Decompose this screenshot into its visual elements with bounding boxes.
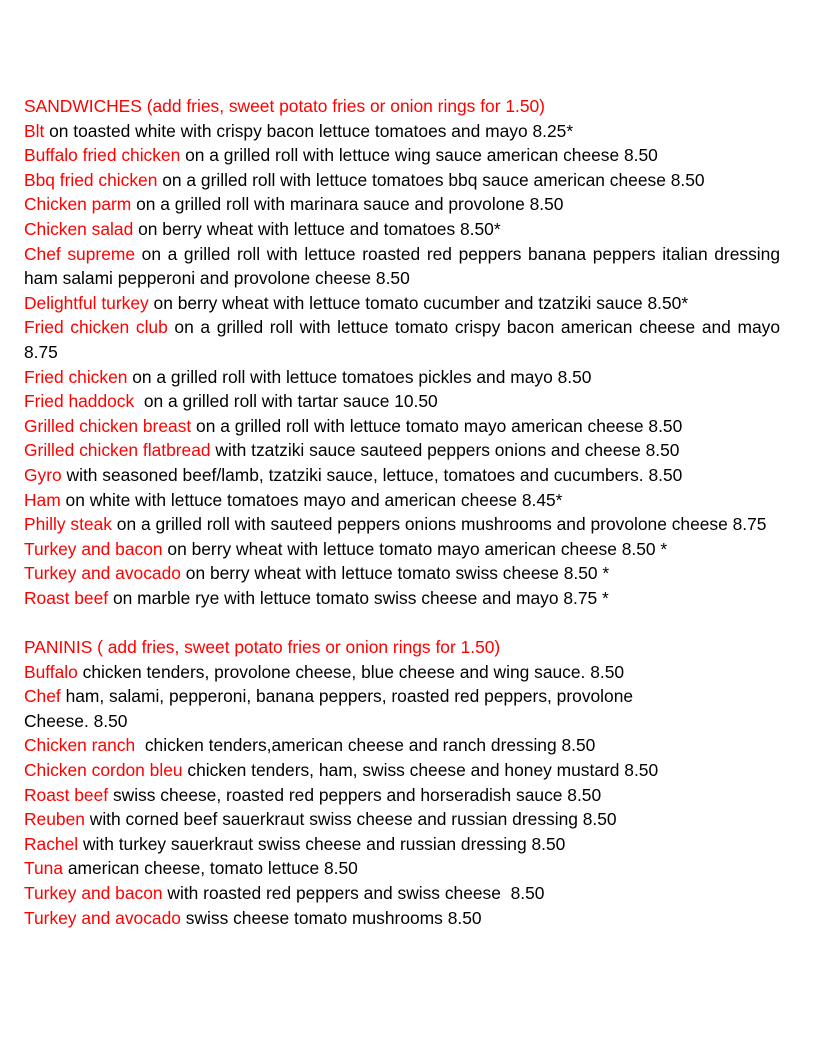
item-description-continued: Cheese. 8.50 bbox=[24, 710, 128, 731]
menu-item bbox=[24, 832, 780, 857]
item-description: on a grilled roll with tartar sauce 10.50 bbox=[134, 391, 438, 412]
item-description: on a grilled roll with lettuce tomatoes bbq sauce american cheese 8.50 bbox=[157, 169, 705, 190]
item-description: on a grilled roll with lettuce wing sauce american cheese 8.50 bbox=[180, 145, 658, 166]
menu-item bbox=[24, 660, 780, 685]
section-spacer bbox=[24, 610, 780, 635]
item-description: swiss cheese tomato mushrooms 8.50 bbox=[180, 907, 482, 928]
item-name: Turkey and bacon bbox=[24, 538, 163, 559]
menu-item bbox=[24, 192, 780, 217]
menu-item bbox=[24, 242, 780, 291]
menu-item bbox=[24, 463, 780, 488]
menu-page bbox=[24, 94, 780, 930]
item-description: on berry wheat with lettuce and tomatoes 8.50* bbox=[133, 218, 501, 239]
section-heading-paninis: PANINIS ( add fries, sweet potato fries or onion rings for 1.50) bbox=[24, 637, 501, 658]
item-description: with seasoned beef/lamb, tzatziki sauce, lettuce, tomatoes and cucumbers. 8.50 bbox=[61, 464, 683, 485]
item-description: on a grilled roll with lettuce tomato mayo american cheese 8.50 bbox=[191, 415, 683, 436]
item-description: with turkey sauerkraut swiss cheese and russian dressing 8.50 bbox=[78, 833, 566, 854]
item-name: Gyro bbox=[24, 464, 62, 485]
item-description: with corned beef sauerkraut swiss cheese and russian dressing 8.50 bbox=[84, 809, 617, 830]
item-description: on berry wheat with lettuce tomato mayo american cheese 8.50 * bbox=[162, 538, 668, 559]
menu-item bbox=[24, 684, 780, 733]
menu-item bbox=[24, 389, 780, 414]
item-description: swiss cheese, roasted red peppers and horseradish sauce 8.50 bbox=[108, 784, 602, 805]
item-name: Fried chicken club bbox=[24, 317, 168, 338]
menu-item bbox=[24, 365, 780, 390]
item-description: chicken tenders, provolone cheese, blue cheese and wing sauce. 8.50 bbox=[77, 661, 625, 682]
item-name: Chicken cordon bleu bbox=[24, 760, 183, 781]
menu-item bbox=[24, 881, 780, 906]
item-name: Fried haddock bbox=[24, 391, 135, 412]
item-name: Tuna bbox=[24, 858, 63, 879]
item-name: Chicken salad bbox=[24, 218, 134, 239]
menu-item bbox=[24, 856, 780, 881]
menu-item bbox=[24, 537, 780, 562]
item-description: chicken tenders, ham, swiss cheese and honey mustard 8.50 bbox=[182, 760, 659, 781]
item-description: on marble rye with lettuce tomato swiss cheese and mayo 8.75 * bbox=[108, 587, 609, 608]
item-name: Turkey and bacon bbox=[24, 883, 163, 903]
paninis-list bbox=[24, 660, 780, 931]
item-name: Philly steak bbox=[24, 514, 112, 535]
item-description: on a grilled roll with marinara sauce and provolone 8.50 bbox=[131, 194, 564, 215]
item-name: Turkey and avocado bbox=[24, 907, 181, 928]
item-name: Roast beef bbox=[24, 784, 109, 805]
item-name: Blt bbox=[24, 120, 45, 141]
menu-item bbox=[24, 758, 780, 783]
menu-item bbox=[24, 291, 780, 316]
menu-item bbox=[24, 438, 780, 463]
item-name: Buffalo fried chicken bbox=[24, 145, 181, 166]
item-description: with roasted red peppers and swiss cheese 8.50 bbox=[162, 883, 545, 903]
item-description: american cheese, tomato lettuce 8.50 bbox=[63, 858, 358, 879]
menu-item bbox=[24, 561, 780, 586]
menu-item bbox=[24, 512, 780, 537]
item-name: Grilled chicken flatbread bbox=[24, 440, 211, 461]
item-name: Turkey and avocado bbox=[24, 563, 181, 584]
item-name: Fried chicken bbox=[24, 366, 128, 387]
menu-item bbox=[24, 315, 780, 364]
item-description: on a grilled roll with lettuce tomato crispy bacon american cheese and mayo 8.75 bbox=[24, 317, 780, 362]
item-description: on toasted white with crispy bacon lettuce tomatoes and mayo 8.25* bbox=[44, 120, 574, 141]
item-name: Grilled chicken breast bbox=[24, 415, 192, 436]
item-name: Rachel bbox=[24, 833, 79, 854]
item-name: Chef supreme bbox=[24, 243, 136, 264]
item-description: on berry wheat with lettuce tomato cucumber and tzatziki sauce 8.50* bbox=[148, 292, 689, 313]
menu-item bbox=[24, 143, 780, 168]
item-name: Bbq fried chicken bbox=[24, 169, 158, 190]
item-description: chicken tenders,american cheese and ranch dressing 8.50 bbox=[135, 735, 596, 756]
menu-item bbox=[24, 488, 780, 513]
item-description: on white with lettuce tomatoes mayo and american cheese 8.45* bbox=[60, 489, 563, 510]
sandwiches-list bbox=[24, 119, 780, 611]
item-name: Ham bbox=[24, 489, 61, 510]
item-name: Chef bbox=[24, 686, 61, 707]
item-name: Chicken ranch bbox=[24, 735, 136, 756]
menu-item bbox=[24, 217, 780, 242]
menu-item bbox=[24, 807, 780, 832]
item-name: Buffalo bbox=[24, 661, 78, 682]
menu-item bbox=[24, 783, 780, 808]
menu-item bbox=[24, 906, 780, 931]
item-description: ham, salami, pepperoni, banana peppers, roasted red peppers, provolone bbox=[60, 686, 634, 707]
item-name: Delightful turkey bbox=[24, 292, 149, 313]
menu-item bbox=[24, 414, 780, 439]
menu-item bbox=[24, 168, 780, 193]
item-description: on a grilled roll with sauteed peppers onions mushrooms and provolone cheese 8.75 bbox=[111, 514, 767, 535]
item-name: Roast beef bbox=[24, 587, 109, 608]
section-heading-sandwiches: SANDWICHES (add fries, sweet potato fries or onion rings for 1.50) bbox=[24, 96, 545, 116]
item-name: Reuben bbox=[24, 809, 85, 830]
menu-item bbox=[24, 733, 780, 758]
item-description: with tzatziki sauce sauteed peppers onions and cheese 8.50 bbox=[210, 440, 680, 461]
menu-item bbox=[24, 586, 780, 611]
item-name: Chicken parm bbox=[24, 194, 132, 215]
item-description: on berry wheat with lettuce tomato swiss cheese 8.50 * bbox=[180, 563, 610, 584]
item-description: on a grilled roll with lettuce roasted red peppers banana peppers italian dressing ham salami pepperoni and provolone cheese 8.50 bbox=[24, 243, 780, 289]
menu-item bbox=[24, 119, 780, 144]
item-description: on a grilled roll with lettuce tomatoes pickles and mayo 8.50 bbox=[127, 366, 592, 387]
